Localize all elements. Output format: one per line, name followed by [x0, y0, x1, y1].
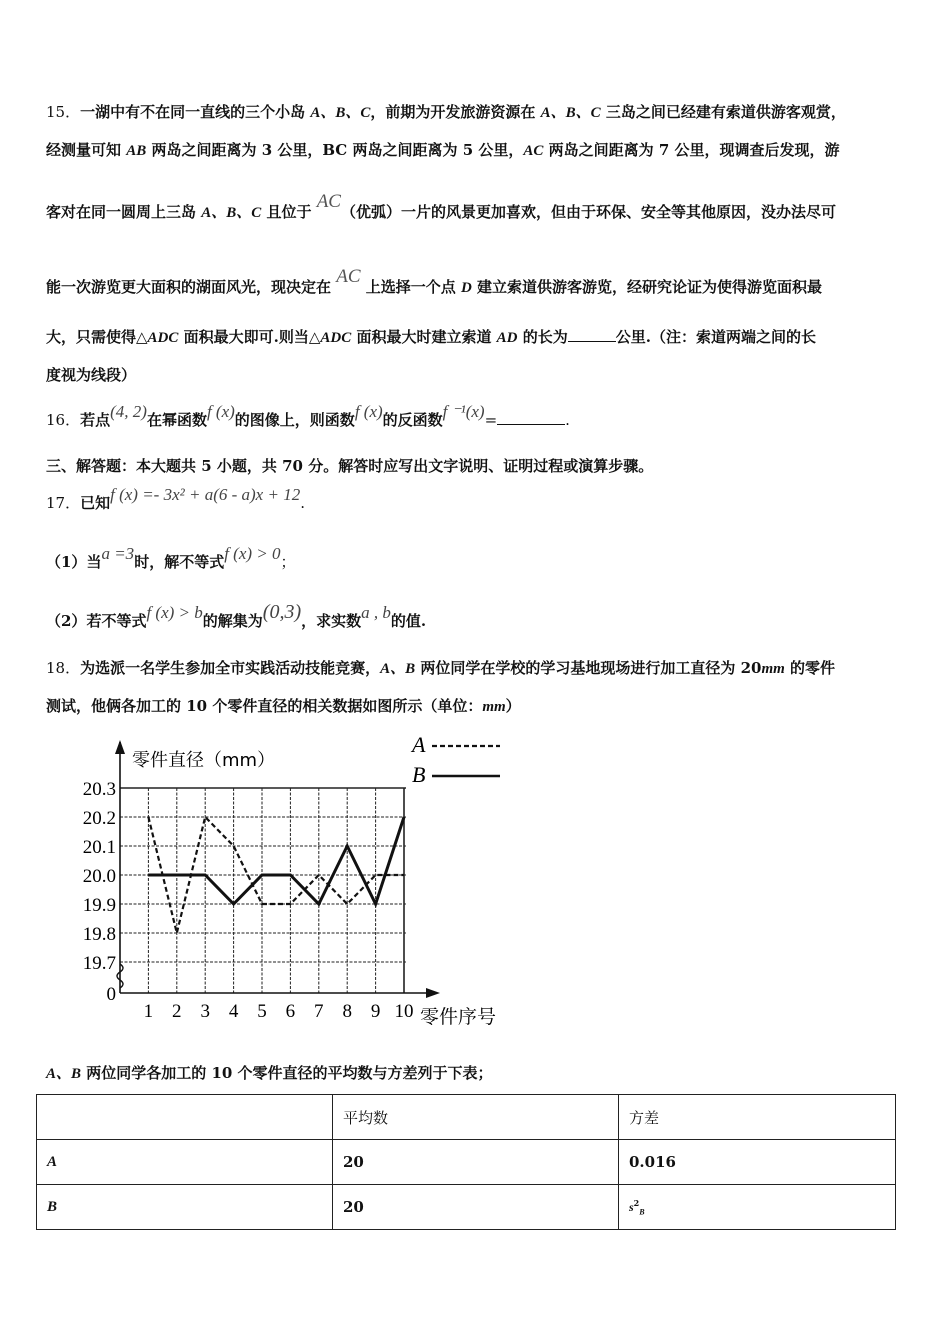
svg-text:A: A — [412, 732, 426, 757]
text: 测试，他俩各加工的 10 个零件直径的相关数据如图所示（单位： — [46, 697, 483, 715]
q15-line-4 — [46, 266, 823, 298]
text: 在幂函数 — [146, 411, 207, 429]
text: 上选择一个点 — [360, 278, 461, 296]
text: 且位于 — [261, 203, 317, 221]
svg-text:2: 2 — [172, 1001, 182, 1022]
math-var: A、B — [380, 661, 416, 677]
chart-grid — [120, 788, 406, 993]
answer-blank — [568, 341, 616, 342]
svg-text:20.0: 20.0 — [82, 866, 116, 887]
text: . — [565, 411, 570, 429]
math-var: A、B — [46, 1066, 82, 1082]
table-cell-variance: $s^2_B$ — [619, 1185, 896, 1230]
text: 公里.（注：索道两端之间的长 — [615, 328, 816, 346]
text: ） — [505, 697, 521, 715]
text: . — [300, 494, 305, 512]
stats-table — [36, 1094, 896, 1230]
math-var: ADC — [147, 330, 179, 346]
text: 面积最大时建立索道 — [351, 328, 497, 346]
text: ，求实数 — [301, 612, 362, 630]
svg-text:10: 10 — [394, 1001, 414, 1022]
text: 当 — [86, 553, 102, 571]
table-intro — [46, 1063, 493, 1084]
math-cond: a =3 — [101, 544, 135, 563]
svg-text:3: 3 — [200, 1001, 210, 1022]
text: 客对在同一圆周上三岛 — [46, 203, 202, 221]
table-cell-name: A — [37, 1140, 333, 1185]
text: 若不等式 — [86, 612, 147, 630]
text: 一湖中有不在同一直线的三个小岛 — [80, 103, 311, 121]
svg-text:0: 0 — [106, 984, 116, 1005]
table-row — [37, 1140, 896, 1185]
table-cell-mean: 20 — [333, 1140, 619, 1185]
table-row — [37, 1185, 896, 1230]
part-label: （2） — [46, 612, 87, 630]
table-header-cell: 方差 — [619, 1095, 896, 1140]
text: 面积最大即可.则当△ — [178, 328, 321, 346]
svg-text:9: 9 — [370, 1001, 381, 1022]
chart-axes — [115, 740, 440, 998]
table-header-row — [37, 1095, 896, 1140]
text: ，前期为开发旅游资源在 — [370, 103, 541, 121]
text: 若点 — [80, 411, 111, 429]
unit: mm — [761, 661, 785, 677]
table-cell-mean: 20 — [333, 1185, 619, 1230]
math-finv: f ⁻¹(x) — [442, 402, 485, 421]
q15-line-1 — [46, 102, 846, 123]
text: 两岛之间距离为 7 公里，现调查后发现，游 — [543, 141, 840, 159]
svg-text:19.7: 19.7 — [82, 953, 116, 974]
svg-text:零件序号: 零件序号 — [420, 1006, 497, 1028]
text: 为选派一名学生参加全市实践活动技能竞赛， — [80, 659, 381, 677]
svg-text:5: 5 — [257, 1001, 267, 1022]
svg-text:20.1: 20.1 — [82, 837, 116, 858]
q18-line-2 — [46, 696, 521, 717]
math-ineq: f (x) > b — [146, 603, 203, 622]
text: 能一次游览更大面积的湖面风光，现决定在 — [46, 278, 337, 296]
q17-part-2 — [46, 601, 427, 631]
answer-blank — [497, 424, 565, 425]
math-interval: (0,3) — [262, 601, 302, 623]
section-title: 三、解答题：本大题共 5 小题，共 70 分。解答时应写出文字说明、证明过程或演算步骤。 — [46, 457, 654, 475]
question-number: 16． — [46, 411, 81, 429]
table-header-cell: 平均数 — [333, 1095, 619, 1140]
math-var: AC — [523, 143, 544, 159]
q15-line-6 — [46, 365, 136, 385]
text: 的图像上，则函数 — [234, 411, 355, 429]
text: 的长为 — [517, 328, 568, 346]
question-number: 18． — [46, 659, 81, 677]
math-fx: f (x) — [206, 402, 235, 421]
text: 三岛之间已经建有索道供游客观赏， — [600, 103, 846, 121]
math-var: D — [460, 280, 472, 296]
text: 已知 — [80, 494, 111, 512]
q16-line — [46, 402, 570, 430]
unit: mm — [482, 699, 506, 715]
part-label: （1） — [46, 553, 87, 571]
svg-text:4: 4 — [228, 1001, 239, 1022]
math-formula: f (x) =- 3x² + a(6 - a)x + 12 — [110, 485, 301, 504]
value: 20 — [740, 659, 762, 677]
text: 经测量可知 — [46, 141, 127, 159]
text: 建立索道供游客游览，经研究论证为使得游览面积最 — [471, 278, 823, 296]
svg-text:19.8: 19.8 — [82, 924, 116, 945]
math-var: ADC — [320, 330, 352, 346]
chart-legend — [410, 732, 500, 787]
arc-ac-symbol: AC — [336, 266, 361, 287]
q17-line — [46, 485, 305, 513]
text: 两位同学在学校的学习基地现场进行加工直径为 — [415, 659, 741, 677]
math-fx: f (x) — [354, 402, 383, 421]
chart-labels — [83, 750, 496, 1028]
svg-text:7: 7 — [314, 1001, 324, 1022]
text: ； — [280, 553, 296, 571]
text: 的反函数 — [382, 411, 443, 429]
arc-ac-symbol: AC — [316, 191, 341, 212]
math-var: A、B、C — [310, 105, 371, 121]
table-header-cell — [37, 1095, 333, 1140]
text: = — [484, 411, 498, 429]
q18-line-1 — [46, 658, 835, 679]
q15-line-3 — [46, 191, 836, 223]
svg-text:零件直径（mm）: 零件直径（mm） — [132, 750, 276, 771]
q17-part-1 — [46, 544, 296, 572]
math-var: AB — [126, 143, 147, 159]
math-vars: a , b — [361, 603, 391, 622]
q15-line-5 — [46, 327, 816, 348]
text: 的值. — [390, 612, 427, 630]
text: 度视为线段） — [46, 366, 137, 384]
svg-text:6: 6 — [285, 1001, 296, 1022]
math-var: A、B、C — [540, 105, 601, 121]
question-number: 15． — [46, 103, 81, 121]
table-cell-variance: 0.016 — [619, 1140, 896, 1185]
q15-line-2 — [46, 140, 839, 161]
text: 两岛之间距离为 3 公里，BC 两岛之间距离为 5 公里， — [146, 141, 524, 159]
table-cell-name: B — [37, 1185, 333, 1230]
text: 的零件 — [784, 659, 836, 677]
svg-text:B: B — [412, 762, 426, 787]
text: （优弧）一片的风景更加喜欢，但由于环保、安全等其他原因，没办法尽可 — [340, 203, 836, 221]
math-var: AD — [496, 330, 518, 346]
text: 时，解不等式 — [134, 553, 225, 571]
math-var: A、B、C — [201, 205, 262, 221]
svg-text:20.2: 20.2 — [82, 808, 116, 829]
text: 两位同学各加工的 10 个零件直径的平均数与方差列于下表； — [81, 1064, 493, 1082]
svg-text:20.3: 20.3 — [82, 779, 116, 800]
svg-text:19.9: 19.9 — [82, 895, 116, 916]
diameter-line-chart — [40, 730, 520, 1030]
section-3-heading — [46, 456, 653, 476]
question-number: 17． — [46, 494, 81, 512]
text: 大，只需使得△ — [46, 328, 148, 346]
text: 的解集为 — [202, 612, 263, 630]
math-point: (4, 2) — [110, 402, 147, 421]
svg-text:1: 1 — [143, 1001, 154, 1022]
math-ineq: f (x) > 0 — [224, 544, 281, 563]
svg-text:8: 8 — [342, 1001, 352, 1022]
